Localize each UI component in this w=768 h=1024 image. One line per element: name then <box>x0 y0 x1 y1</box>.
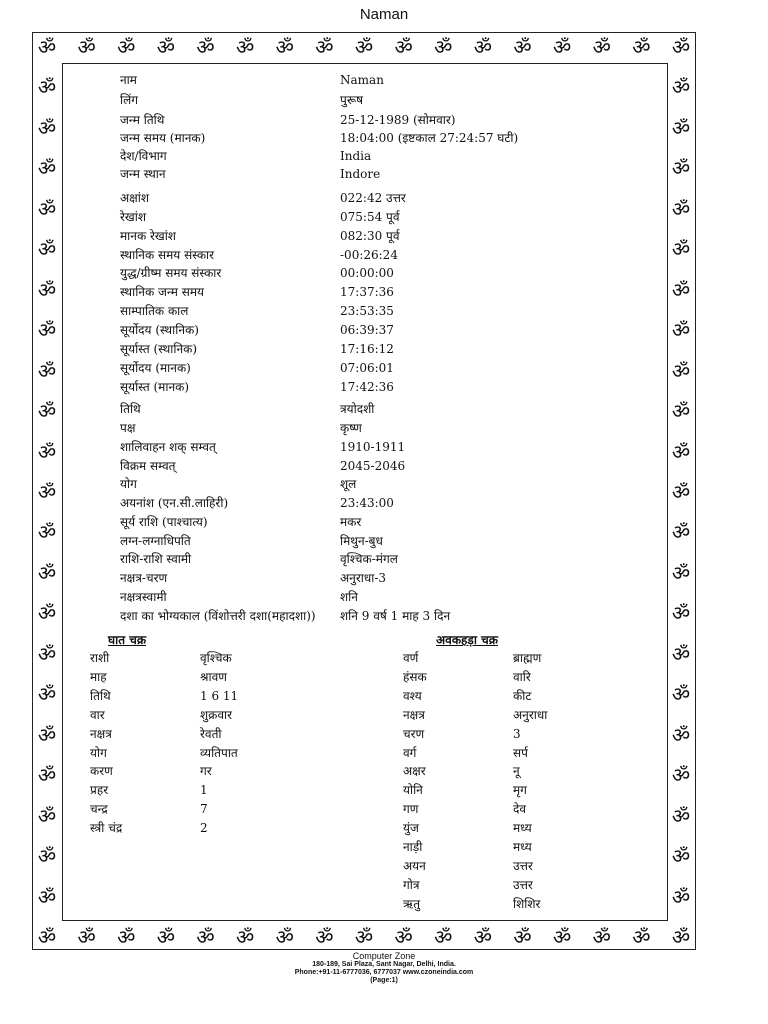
detail-value: शूल <box>340 477 357 491</box>
avakahada-row-label: वश्य <box>403 688 422 703</box>
detail-label: सूर्योदय (मानक) <box>120 361 191 375</box>
om-icon: ॐ <box>632 925 651 949</box>
avakahada-row-label: युंज <box>403 821 419 836</box>
detail-value: शनि <box>340 590 358 604</box>
detail-label: शालिवाहन शक् सम्वत् <box>120 440 216 454</box>
om-icon: ॐ <box>37 318 57 343</box>
ghaat-row-label: स्त्री चंद्र <box>90 821 123 836</box>
ghaat-row-value: 1 6 11 <box>200 688 239 703</box>
om-icon: ॐ <box>275 35 294 59</box>
detail-value: 075:54 पूर्व <box>340 210 400 224</box>
footer-page-number: (Page:1) <box>370 977 398 984</box>
om-icon: ॐ <box>37 601 57 626</box>
om-icon: ॐ <box>37 75 57 100</box>
ghaat-chakra-heading: घात चक्र <box>108 633 147 647</box>
ghaat-row-value: शुक्रवार <box>200 707 233 722</box>
page-title: Naman <box>359 6 409 23</box>
ghaat-row-label: नक्षत्र <box>90 726 112 741</box>
om-icon: ॐ <box>671 399 691 424</box>
om-icon: ॐ <box>37 358 57 383</box>
detail-label: सूर्योदय (स्थानिक) <box>120 323 199 337</box>
detail-value: 2045-2046 <box>340 459 406 473</box>
om-icon: ॐ <box>354 35 374 59</box>
om-icon: ॐ <box>671 722 691 747</box>
om-icon: ॐ <box>156 35 175 59</box>
avakahada-row-value: कीट <box>513 688 532 703</box>
ghaat-row-value: रेवती <box>200 726 222 741</box>
avakahada-row-label: अयन <box>403 858 426 873</box>
avakahada-row-value: शिशिर <box>513 896 541 911</box>
avakahada-row-label: वर्ण <box>403 651 419 665</box>
om-icon: ॐ <box>553 35 572 59</box>
om-icon: ॐ <box>77 35 96 59</box>
ghaat-row-label: चन्द्र <box>90 802 108 817</box>
om-icon: ॐ <box>671 439 691 464</box>
detail-label: युद्ध/ग्रीष्म समय संस्कार <box>120 266 222 280</box>
footer-contact: Phone:+91-11-6777036, 6777037 www.czoneindia.com <box>294 969 474 976</box>
detail-label: योग <box>120 477 137 491</box>
detail-label: सूर्यास्त (मानक) <box>120 380 190 394</box>
detail-value: 23:43:00 <box>340 496 394 510</box>
ghaat-row-value: गर <box>200 764 212 779</box>
avakahada-row-value: देव <box>513 802 527 817</box>
detail-label: लग्न-लग्नाधिपति <box>120 534 191 548</box>
detail-label: राशि-राशि स्वामी <box>120 552 192 566</box>
detail-label: अक्षांश <box>120 191 150 205</box>
detail-label: नाम <box>120 73 137 87</box>
ghaat-row-value: व्यतिपात <box>200 745 238 760</box>
om-icon: ॐ <box>37 560 57 585</box>
om-icon: ॐ <box>37 35 57 59</box>
om-icon: ॐ <box>671 682 691 707</box>
ghaat-row-label: योग <box>90 745 107 760</box>
om-icon: ॐ <box>671 925 691 949</box>
om-icon: ॐ <box>37 722 57 747</box>
om-icon: ॐ <box>671 641 691 666</box>
avakahada-row-label: गण <box>403 802 419 817</box>
detail-value: अनुराधा-3 <box>340 571 387 585</box>
detail-value: 25-12-1989 (सोमवार) <box>340 113 456 127</box>
avakahada-row-label: नक्षत्र <box>403 707 425 722</box>
ghaat-row-value: 7 <box>200 802 208 817</box>
detail-value: कृष्ण <box>340 421 362 435</box>
om-icon: ॐ <box>671 318 691 343</box>
om-icon: ॐ <box>156 925 175 949</box>
avakahada-row-value: उत्तर <box>513 877 533 892</box>
detail-value: त्रयोदशी <box>340 402 375 416</box>
detail-label: जन्म स्थान <box>120 167 166 181</box>
om-icon: ॐ <box>671 237 691 262</box>
ghaat-row-value: वृश्चिक <box>200 651 232 665</box>
detail-label: साम्पातिक काल <box>120 304 189 318</box>
ghaat-row-label: तिथि <box>90 688 111 703</box>
detail-value: Naman <box>340 73 384 87</box>
avakahada-row-value: मध्य <box>513 821 532 836</box>
om-icon: ॐ <box>196 925 215 949</box>
om-icon: ॐ <box>671 763 691 788</box>
om-icon: ॐ <box>671 358 691 383</box>
om-icon: ॐ <box>236 35 255 59</box>
detail-label: पक्ष <box>120 421 136 435</box>
om-icon: ॐ <box>37 277 57 302</box>
om-icon: ॐ <box>671 277 691 302</box>
om-icon: ॐ <box>671 35 691 59</box>
detail-label: स्थानिक समय संस्कार <box>120 248 215 262</box>
om-icon: ॐ <box>315 35 334 59</box>
avakahada-row-label: गोत्र <box>403 877 420 892</box>
avakahada-row-value: मध्य <box>513 840 532 854</box>
om-icon: ॐ <box>632 35 651 59</box>
detail-label: रेखांश <box>120 210 146 224</box>
detail-label: सूर्यास्त (स्थानिक) <box>120 342 198 356</box>
om-icon: ॐ <box>117 925 136 949</box>
om-icon: ॐ <box>434 35 453 59</box>
om-icon: ॐ <box>671 156 691 181</box>
avakahada-row-value: 3 <box>513 726 521 741</box>
om-icon: ॐ <box>671 803 691 828</box>
detail-value: 17:16:12 <box>340 342 394 356</box>
detail-label: विक्रम सम्वत् <box>120 459 176 473</box>
om-icon: ॐ <box>394 925 413 949</box>
om-icon: ॐ <box>37 156 57 181</box>
ghaat-row-label: माह <box>90 669 107 684</box>
detail-label: लिंग <box>120 93 139 107</box>
detail-value: पुरूष <box>340 93 364 107</box>
detail-value: India <box>340 149 372 163</box>
om-icon: ॐ <box>354 925 374 949</box>
om-icon: ॐ <box>671 560 691 585</box>
detail-value: 17:37:36 <box>340 285 394 299</box>
om-icon: ॐ <box>315 925 334 949</box>
detail-label: अयनांश (एन.सी.लाहिरी) <box>120 496 229 510</box>
om-icon: ॐ <box>37 925 57 949</box>
om-icon: ॐ <box>37 237 57 262</box>
om-icon: ॐ <box>671 601 691 626</box>
detail-label: सूर्य राशि (पाश्चात्य) <box>120 515 208 529</box>
detail-value: 23:53:35 <box>340 304 394 318</box>
detail-value: 06:39:37 <box>340 323 394 337</box>
detail-value: -00:26:24 <box>340 248 398 262</box>
om-icon: ॐ <box>671 480 691 504</box>
om-icon: ॐ <box>671 75 691 100</box>
om-icon: ॐ <box>513 35 532 59</box>
detail-label: जन्म तिथि <box>120 113 165 127</box>
om-icon: ॐ <box>77 925 96 949</box>
avakahada-row-value: नू <box>513 764 520 779</box>
om-icon: ॐ <box>37 844 57 869</box>
detail-value: वृश्चिक-मंगल <box>340 552 398 566</box>
om-icon: ॐ <box>37 115 57 140</box>
detail-value: मकर <box>340 515 362 529</box>
om-icon: ॐ <box>37 439 57 464</box>
avakahada-row-value: उत्तर <box>513 858 533 873</box>
avakahada-row-label: योनि <box>403 783 423 798</box>
om-icon: ॐ <box>394 35 413 59</box>
detail-value: 07:06:01 <box>340 361 394 375</box>
om-icon: ॐ <box>37 399 57 424</box>
om-icon: ॐ <box>275 925 294 949</box>
om-icon: ॐ <box>473 35 492 59</box>
avakahada-row-value: ब्राह्मण <box>513 651 542 665</box>
detail-label: दशा का भोग्यकाल (विंशोत्तरी दशा(महादशा)) <box>120 609 316 623</box>
ghaat-row-label: राशी <box>90 651 110 665</box>
ghaat-row-label: करण <box>90 764 113 779</box>
detail-label: नक्षत्र-चरण <box>120 571 168 585</box>
ghaat-row-label: प्रहर <box>90 783 109 798</box>
ghaat-row-value: 2 <box>200 821 208 836</box>
avakahada-row-label: अक्षर <box>403 764 426 779</box>
avakahada-row-value: सर्प <box>513 745 528 760</box>
avakahada-chakra-heading: अवकहड़ा चक्र <box>436 633 498 647</box>
om-icon: ॐ <box>671 196 691 221</box>
om-icon: ॐ <box>671 115 691 140</box>
detail-value: 18:04:00 (इष्टकाल 27:24:57 घटी) <box>340 131 519 145</box>
om-icon: ॐ <box>434 925 453 949</box>
detail-value: Indore <box>340 167 381 181</box>
detail-value: शनि 9 वर्ष 1 माह 3 दिन <box>340 609 451 623</box>
detail-label: जन्म समय (मानक) <box>120 131 206 145</box>
detail-label: देश/विभाग <box>120 149 167 163</box>
om-icon: ॐ <box>117 35 136 59</box>
om-icon: ॐ <box>37 884 57 909</box>
detail-label: मानक रेखांश <box>120 229 176 243</box>
avakahada-row-label: ऋतु <box>403 896 421 911</box>
avakahada-row-label: चरण <box>403 726 425 741</box>
detail-value: 1910-1911 <box>340 440 406 454</box>
om-icon: ॐ <box>513 925 532 949</box>
om-icon: ॐ <box>671 844 691 869</box>
detail-value: 082:30 पूर्व <box>340 229 400 243</box>
om-icon: ॐ <box>37 803 57 828</box>
om-icon: ॐ <box>592 35 611 59</box>
ghaat-row-value: श्रावण <box>200 669 227 684</box>
detail-value: 00:00:00 <box>340 266 394 280</box>
detail-value: 17:42:36 <box>340 380 394 394</box>
om-icon: ॐ <box>37 520 57 545</box>
om-icon: ॐ <box>236 925 255 949</box>
detail-label: स्थानिक जन्म समय <box>120 285 204 299</box>
om-icon: ॐ <box>37 196 57 221</box>
avakahada-row-value: मृग <box>513 783 527 798</box>
om-icon: ॐ <box>196 35 215 59</box>
avakahada-row-value: वारि <box>513 669 531 684</box>
om-icon: ॐ <box>671 520 691 545</box>
om-icon: ॐ <box>37 763 57 788</box>
om-icon: ॐ <box>37 641 57 666</box>
ghaat-row-label: वार <box>90 707 105 722</box>
detail-value: 022:42 उत्तर <box>340 191 406 205</box>
footer-address: 180-189, Sai Plaza, Sant Nagar, Delhi, India. <box>312 961 456 968</box>
detail-value: मिथुन-बुध <box>340 534 383 548</box>
detail-label: तिथि <box>120 402 141 416</box>
avakahada-row-label: हंसक <box>403 669 427 684</box>
om-icon: ॐ <box>553 925 572 949</box>
avakahada-row-label: वर्ग <box>403 745 417 760</box>
om-icon: ॐ <box>671 884 691 909</box>
om-icon: ॐ <box>37 682 57 707</box>
om-icon: ॐ <box>473 925 492 949</box>
om-icon: ॐ <box>592 925 611 949</box>
avakahada-row-value: अनुराधा <box>513 707 548 722</box>
detail-label: नक्षत्रस्वामी <box>120 590 167 604</box>
footer-company: Computer Zone <box>352 951 416 961</box>
avakahada-row-label: नाड़ी <box>403 840 423 854</box>
ghaat-row-value: 1 <box>200 783 208 798</box>
om-icon: ॐ <box>37 480 57 504</box>
